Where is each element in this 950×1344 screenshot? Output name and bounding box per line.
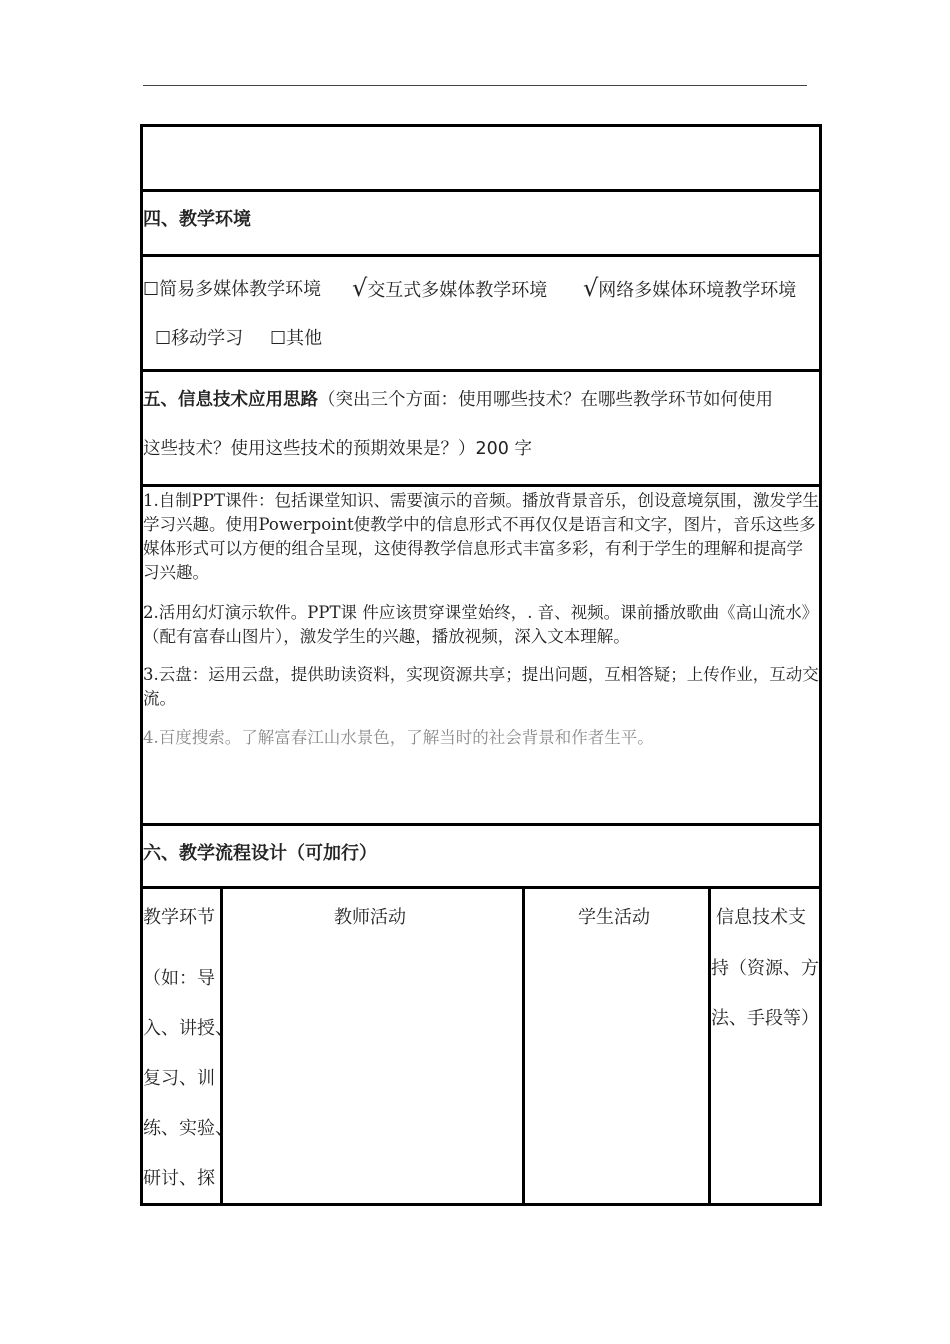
row-divider [140,369,822,372]
option-mobile-learning[interactable]: ☐移动学习 [155,328,244,349]
row-divider [140,823,822,826]
stage-header-line: 研讨、探 [143,1168,215,1189]
column-divider [522,886,525,1204]
checkmark-icon: √ [352,274,368,302]
tech-paragraph-3: 3.云盘：运用云盘，提供助读资料，实现资源共享；提出问题，互相答疑；上传作业，互动交流。 [143,665,819,708]
page-header-rule [143,85,807,86]
checkbox-empty-icon: ☐ [270,328,287,349]
option-network-multimedia[interactable]: √网络多媒体环境教学环境 [583,274,797,302]
stage-header-line: 练、实验、 [143,1118,233,1139]
column-divider [220,886,223,1204]
column-student-activity: 学生活动 [578,907,650,928]
option-other[interactable]: ☐其他 [270,328,323,349]
row-divider [140,254,822,257]
checkbox-empty-icon: ☐ [143,279,160,300]
section-5-title: 五、信息技术应用思路（突出三个方面：使用哪些技术？在哪些教学环节如何使用 [143,390,773,410]
stage-header-line: 入、讲授、 [143,1018,233,1039]
tech-paragraph-2: 2.活用幻灯演示软件。PPT课 件应该贯穿课堂始终，. 音、视频。课前播放歌曲《高山流水》（配有富春山图片），激发学生的兴趣，播放视频，深入文本理解。 [143,603,819,646]
option-simple-multimedia[interactable]: ☐简易多媒体教学环境 [143,279,322,300]
column-divider [708,886,711,1204]
section-4-title: 四、教学环境 [143,209,251,230]
tech-paragraph-1: 1.自制PPT课件：包括课堂知识、需要演示的音频。播放背景音乐，创设意境氛围，激发学生学习兴趣。使用Powerpoint使教学中的信息形式不再仅仅是语言和文字，图片，音乐这些多媒体形式可以方便的组合呈现，这使得教学信息形式丰富多彩，有利于学生的理解和提高学习兴趣。 [143,491,819,582]
row-divider [140,484,822,487]
it-support-header-line: 持（资源、方 [711,958,819,979]
option-interactive-multimedia[interactable]: √交互式多媒体教学环境 [352,274,548,302]
stage-header-line: 教学环节 [143,907,215,928]
tech-paragraph-4: 4.百度搜索。了解富春江山水景色，了解当时的社会背景和作者生平。 [143,728,654,747]
checkmark-icon: √ [583,274,599,302]
row-divider [140,189,822,192]
it-support-header-line: 法、手段等） [711,1008,819,1029]
section-6-title: 六、教学流程设计（可加行） [143,843,377,864]
checkbox-empty-icon: ☐ [155,328,172,349]
stage-header-line: （如：导 [143,968,215,989]
row-divider [140,886,822,889]
it-support-header-line: 信息技术支 [716,907,806,928]
stage-header-line: 复习、训 [143,1068,215,1089]
section-5-title-line2: 这些技术？使用这些技术的预期效果是？）200 字 [143,439,532,459]
column-teacher-activity: 教师活动 [334,907,406,928]
